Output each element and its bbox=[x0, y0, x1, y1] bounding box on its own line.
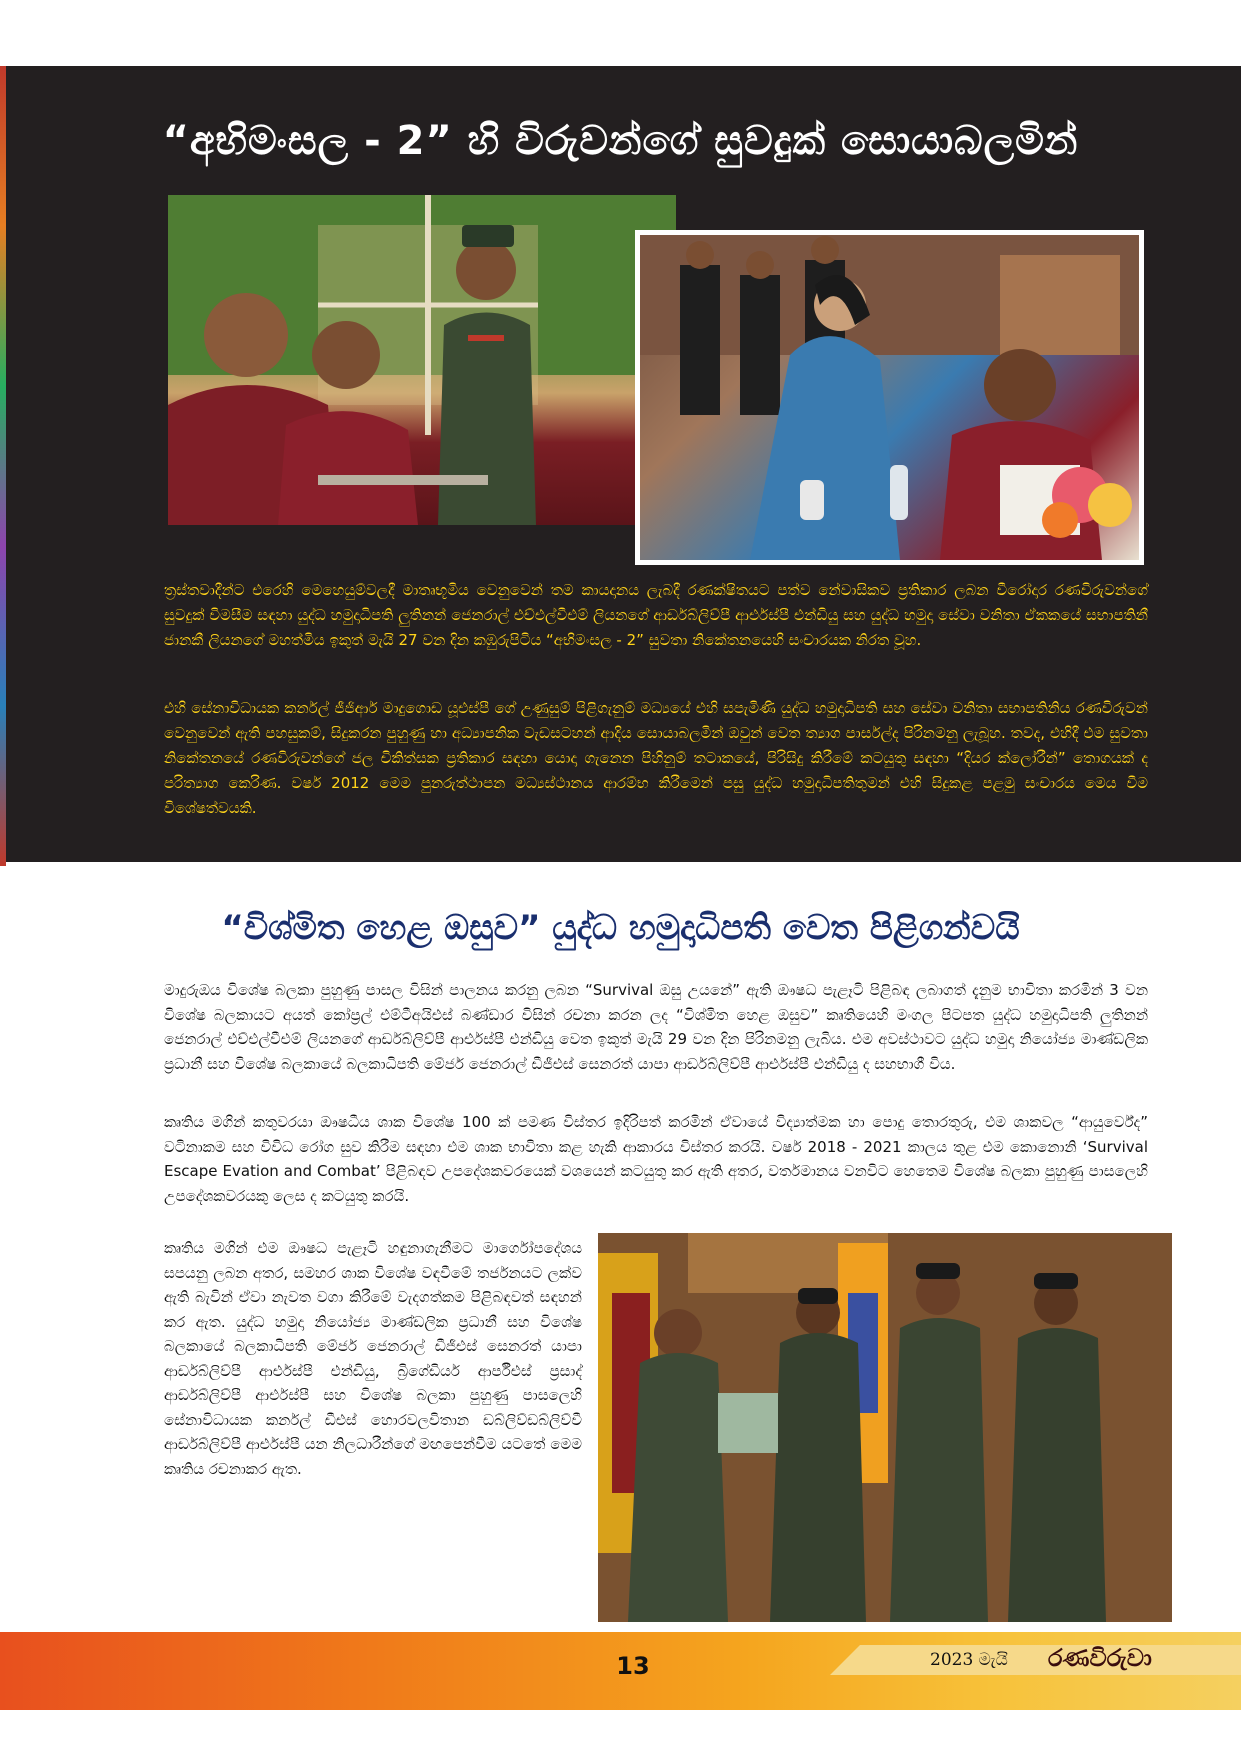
article2-photo-presentation bbox=[598, 1233, 1172, 1622]
footer-banner bbox=[830, 1645, 1241, 1675]
top-margin bbox=[0, 0, 1241, 66]
magazine-name: රණවිරුවා bbox=[1048, 1644, 1152, 1672]
article2-title: “විශ්මිත හෙළ ඔසුව” යුද්ධ හමුදාධිපති වෙත පිළිගන්වයි bbox=[221, 908, 1020, 948]
article2-paragraph-2: කෘතිය මගින් කතුවරයා ඖෂධීය ශාක විශේෂ 100 ක් පමණ විස්තර ඉදිරිපත් කරමින් ඒවායේ විද්‍යාත්මක හා පොදු තොරතුරු, එම ශාකවල “ආයුර්වේද” වටිනාකම සහ විවිධ රෝග සුව කිරීම සඳහා එම ශාක භාවිතා කළ හැකි ආකාරය විස්තර කරයි. වර්ෂ 2018 - 2021 කාලය තුළ එම කොනොනි ‘Survival Escape Evation and Combat’ පිළිබඳව උපදේශකවරයෙක් වශයෙන් කටයුතු කර ඇති අතර, වර්තමානය වනවිට හෙතෙම විශේෂ බලකා පුහුණු පාසලෙහි උපදේශකවරයකු ලෙස ද කටයුතු කරයි. bbox=[164, 1113, 1148, 1205]
page-number: 13 bbox=[616, 1652, 650, 1680]
article2-paragraph-1: මාදුරුඔය විශේෂ බලකා පුහුණු පාසල විසින් පාලනය කරනු ලබන “Survival ඔසු උයනේ” ඇති ඖෂධ පැළෑටි පිළිබඳ ලබාගත් දැනුම භාවිතා කරමින් 3 වන විශේෂ බලකායට අයත් කෝප්‍රල් එම්ටීඅයිඑස් බණ්ඩාර විසින් රචනා කරන ලද “විශ්මිත හෙළ ඔසුව” කෘතියෙහි මංගල පිටපත යුද්ධ හමුදාධිපති ලුතිනන් ජෙනරාල් එච්එල්වීඑම් ලියනගේ ආර්ඩබ්ලිව්පී ආර්එස්පී එන්ඩියු වෙත ඉකුත් මැයි 29 වන දින පිරිනමනු ලැබිය. එම අවස්ථාවට යුද්ධ හමුදා නියෝජ්‍ය මාණ්ඩලික ප්‍රධානී සහ විශේෂ බලකායේ බලකාධිපති මේජර් ජෙනරාල් ඩීජීඑස් සෙනරත් යාපා ආර්ඩබ්ලිව්පී ආර්එස්පී එන්ඩියු ද සහභාගී විය. bbox=[164, 981, 1148, 1073]
article1-photo-serving bbox=[635, 230, 1144, 565]
article2-paragraph-3: කෘතිය මගින් එම ඖෂධ පැළෑටි හඳුනාගැනීමට මාර්ගෝපදේශය සපයනු ලබන අතර, සමහර ශාක විශේෂ වඳවීමේ තර්ජනයට ලක්ව ඇති බැවින් ඒවා නැවත වගා කිරීමේ වැදගත්කම පිළිබඳවත් සඳහන් කර ඇත. යුද්ධ හමුදා නියෝජ්‍ය මාණ්ඩලික ප්‍රධානී සහ විශේෂ බලකායේ බලකාධිපති මේජර් ජෙනරාල් ඩීජීඑස් සෙනරත් යාපා ආර්ඩබ්ලිව්පී ආර්එස්පී එන්ඩියු, බ්‍රිගේඩියර් ආර්පීඑස් ප්‍රසාද් ආර්ඩබ්ලිව්පී ආර්එස්පී සහ විශේෂ බලකා පුහුණු පාසලෙහි සේනාවිධායක කර්නල් ඩීඑස් හොරවලවිතාන ඩබ්ලිව්ඩබ්ලිව්වී ආර්ඩබ්ලිව්පී ආර්එස්පී යන නිලධාරීන්ගේ මඟපෙන්වීම යටතේ මෙම කෘතිය රචනාකර ඇත. bbox=[164, 1239, 582, 1478]
decorative-edge-strip bbox=[0, 66, 6, 866]
issue-date: 2023 මැයි bbox=[930, 1650, 1008, 1670]
article1-paragraph-1: ත්‍රස්තවාදීන්ට එරෙහි මෙහෙයුම්වලදී මාතෘභූමිය වෙනුවෙන් තම කායදානය ලැබදී රණක්ෂිතයට පත්ව නේවාසිකව ප්‍රතිකාර ලබන වීරෝදාර රණවිරුවන්ගේ සුවදුක් විමසීම සඳහා යුද්ධ හමුදාධිපති ලුතිනන් ජෙනරාල් එච්එල්වීඑම් ලියනගේ ආර්ඩබ්ලිව්පී ආර්එස්පී එන්ඩියු සහ යුද්ධ හමුදා සේවා වනිතා ඒකකයේ සභාපතිනී ජානකී ලියනගේ මහත්මිය ඉකුත් මැයි 27 වන දින කඹුරුපිටිය “අභිමංසල - 2” සුවතා නිකේතනයෙහි සංචාරයක නිරත වූහ. bbox=[164, 581, 1148, 649]
article1-paragraph-2: එහි සේනාවිධායක කර්නල් ජීජිආර් මාදුගොඩ යූඑස්පී ගේ උණුසුම් පිළිගැනුම් මධ්‍යයේ එහි සපැමිණි යුද්ධ හමුදාධිපති සහ සේවා වනිතා සභාපතිනිය රණවිරුවන් වෙනුවෙන් ඇති පහසුකම්, සිදුකරන පුහුණු හා අධ්‍යාපනික වැඩසටහන් ආදිය සොයාබලමින් ඔවුන් වෙත ත්‍යාග පාර්සල්ද පිරිනමනු ලැබූහ. තවද, එහිදී එම සුවතා නිකේතනයේ රණවිරුවන්ගේ ජල චිකිත්සක ප්‍රතිකාර සඳහා යොදා ගැනෙන පිහිනුම් තටාකයේ, පිරිසිදු කිරීමේ කටයුතු සඳහා “දියර ක්ලෝරීන්” තොගයක් ද පරිත්‍යාග කෙරිණ. වර්ෂ 2012 මෙම පුනරුත්ථාපන මධ්‍යස්ථානය ආරම්භ කිරීමෙන් පසු යුද්ධ හමුදාධිපතිතුමන් එහි සිදුකළ පළමු සංචාරය මෙය වීම විශේෂත්වයකි. bbox=[164, 699, 1148, 817]
article1-photo-visit bbox=[168, 195, 676, 525]
article1-title: “අභිමංසල - 2” හි විරුවන්ගේ සුවදුක් සොයාබලමින් bbox=[162, 118, 1079, 164]
